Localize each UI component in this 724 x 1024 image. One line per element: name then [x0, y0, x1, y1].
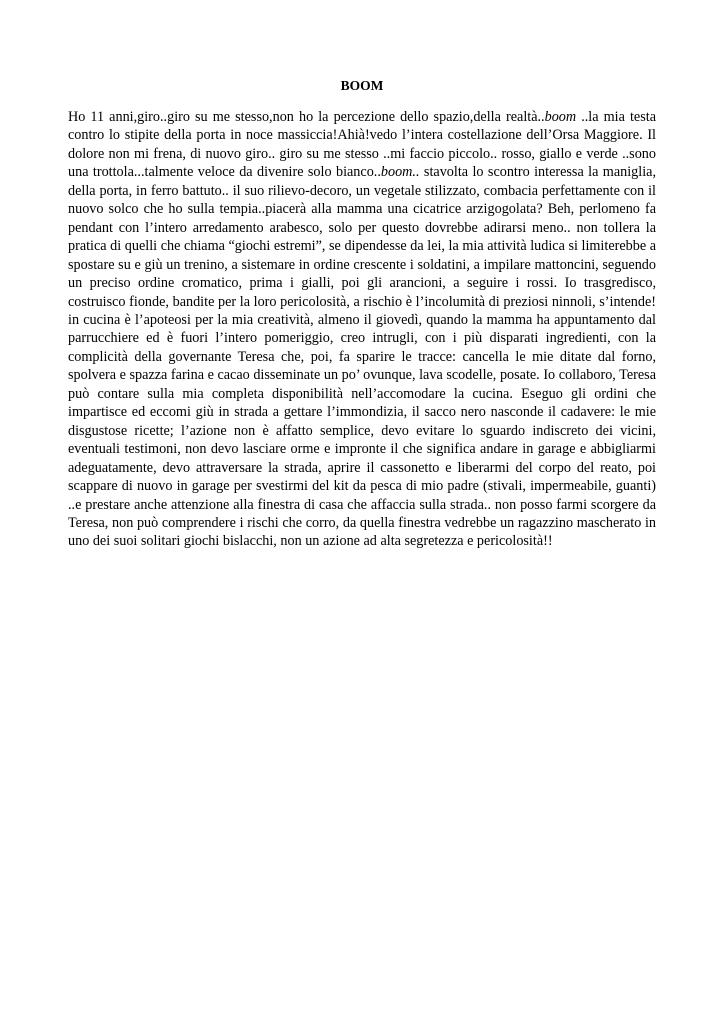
- body-text-italic-segment: boom..: [380, 164, 420, 181]
- body-text-segment: stavolta lo scontro interessa la maniglia, della porta, in ferro battuto.. il suo rilievo-decoro, un vegetale stilizzato, combacia perfettamente con il nuovo solco che ho sulla tempia..piacerà alla mamma una cicatrice arzigogolata? Beh, perlomeno fa pendant con l’intero arredamento arabesco, solo per questo dovrebbe adirarsi meno.. non tollera la pratica di quelli che chiama “giochi estremi”, se dipendesse da lei, la mia attività ludica si limiterebbe a spostare su e giù un trenino, a sistemare in ordine crescente i soldatini, a impilare mattoncini, seguendo un preciso ordine cromatico, prima i gialli, poi gli arancioni, a seguire i rossi. Io trasgredisco, costruisco fionde, bandite per la loro pericolosità, a rischio è l’incolumità di preziosi ninnoli, s’intende! in cucina è l’apoteosi per la mia creatività, almeno il giovedì, quando la mamma ha appuntamento dal parrucchiere ed è fuori l’intero pomeriggio, creo intrugli, con i più disparati ingredienti, con la complicità della governante Teresa che, poi, fa sparire le tracce: cancella le mie ditate dal forno, spolvera e spazza farina e cacao disseminate un po’ ovunque, lava scodelle, posate. Io collaboro, Teresa può contare sulla mia completa disponibilità nell’accomodare la cucina. Eseguo gli ordini che impartisce ed eccomi giù in strada a gettare l’immondizia, il sacco nero nasconde il cadavere: le mie disgustose ricette; l’azione non è affatto semplice, devo evitare lo sguardo indiscreto dei vicini, eventuali testimoni, non devo lasciare orme e impronte il che significa andare in garage e abbigliarmi adeguatamente, devo attraversare la strada, aprire il cassonetto e liberarmi del corpo del reato, poi scappare di nuovo in garage per svestirmi del kit da pesca di mio padre (stivali, impermeabile, guanti) ..e prestare anche attenzione alla finestra di casa che affaccia sulla strada.. non posso farmi scorgere da Teresa, non può comprendere i rischi che corro, da quella finestra vedrebbe un ragazzino mascherato in uno dei suoi solitari giochi bislacchi, non un azione ad alta segretezza e pericolosità!!: [68, 164, 656, 550]
- body-text-italic-segment: boom: [544, 109, 577, 125]
- body-text-segment: ..la mia testa contro lo stipite della porta in noce massiccia!Ahià!vedo l’intera costellazione dell’Orsa Maggiore. Il dolore non mi frena, di nuovo giro.. giro su me stesso ..mi faccio piccolo.. rosso, giallo e verde ..sono una trottola...talmente veloce da divenire solo bianco..: [68, 109, 656, 181]
- body-text-segment: Ho 11 anni,giro..giro su me stesso,non ho la percezione dello spazio,della realtà..: [68, 109, 545, 125]
- document-body: [68, 108, 656, 551]
- document-title: BOOM: [340, 78, 384, 93]
